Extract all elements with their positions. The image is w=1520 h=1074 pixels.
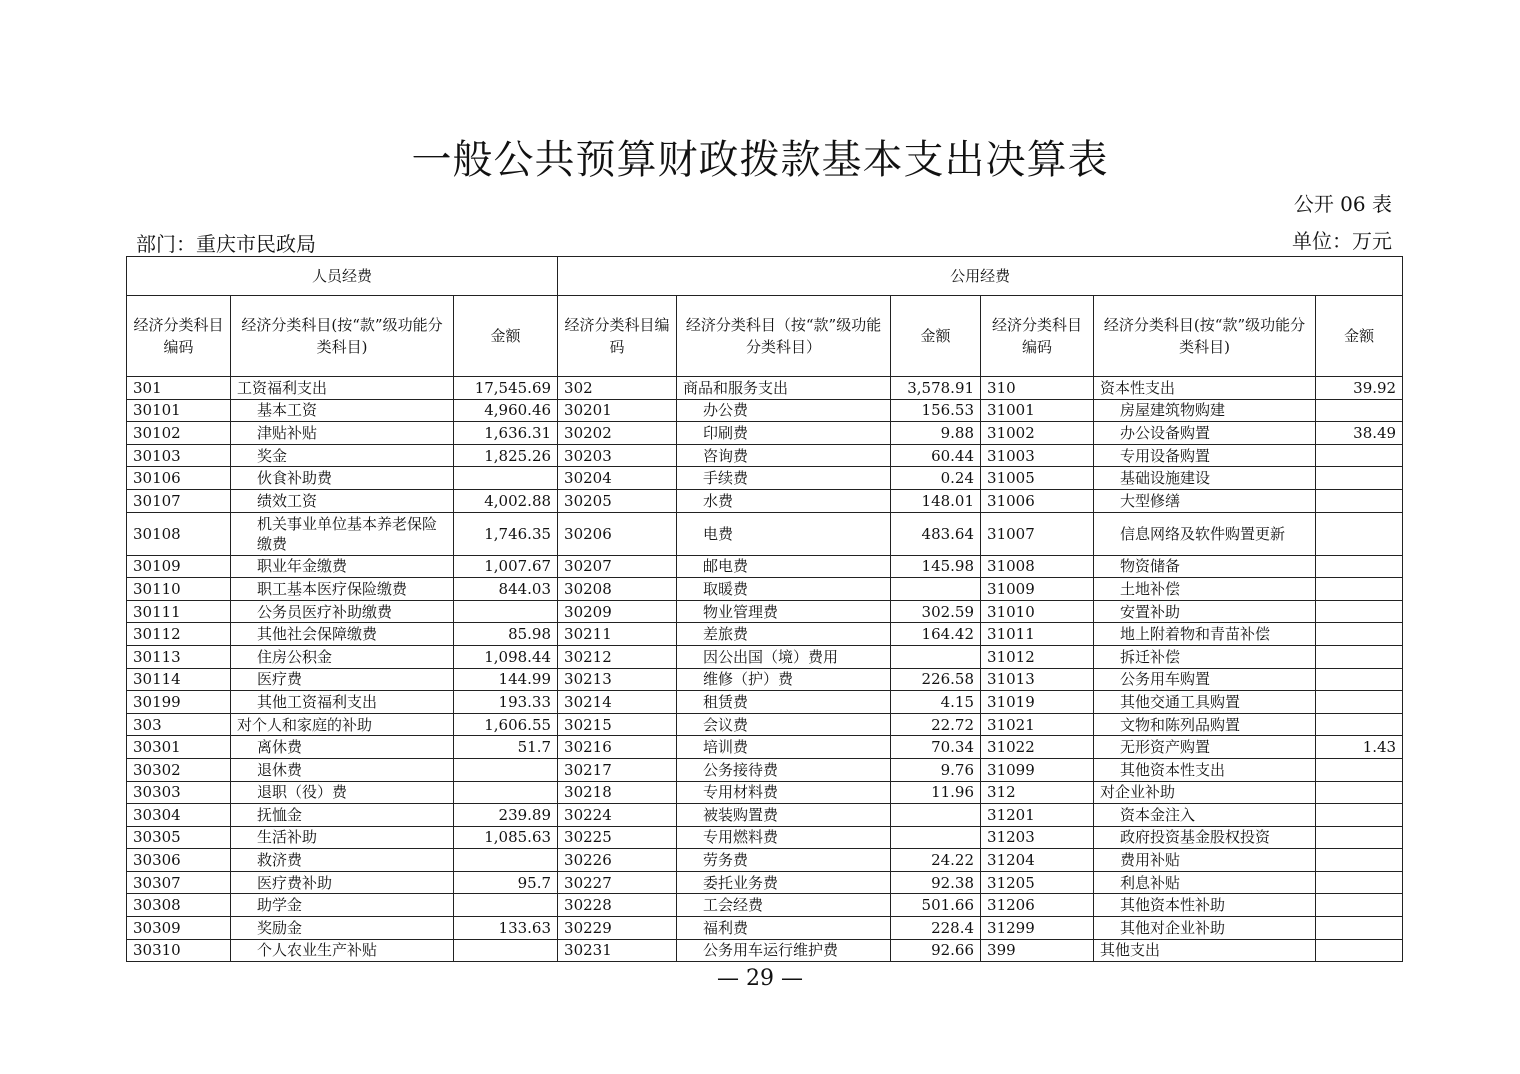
cell-code: 30231 bbox=[558, 939, 677, 962]
cell-name: 水费 bbox=[677, 489, 891, 512]
table-row bbox=[127, 623, 1403, 646]
cell-code: 31206 bbox=[981, 894, 1094, 917]
cell-code: 31204 bbox=[981, 849, 1094, 872]
cell-code: 30225 bbox=[558, 826, 677, 849]
cell-code: 30107 bbox=[127, 489, 231, 512]
cell-code: 31203 bbox=[981, 826, 1094, 849]
cell-code: 31201 bbox=[981, 804, 1094, 827]
cell-amount: 228.4 bbox=[891, 917, 981, 940]
cell-amount: 11.96 bbox=[891, 781, 981, 804]
cell-name: 因公出国（境）费用 bbox=[677, 645, 891, 668]
cell-amount: 193.33 bbox=[454, 691, 558, 714]
cell-name: 大型修缮 bbox=[1094, 489, 1316, 512]
cell-amount bbox=[1316, 399, 1403, 422]
col-header-code: 经济分类科目编码 bbox=[127, 296, 231, 377]
cell-code: 30306 bbox=[127, 849, 231, 872]
cell-amount: 4,002.88 bbox=[454, 489, 558, 512]
cell-code: 30110 bbox=[127, 578, 231, 601]
cell-amount bbox=[1316, 467, 1403, 490]
cell-code: 30113 bbox=[127, 645, 231, 668]
cell-code: 30229 bbox=[558, 917, 677, 940]
cell-amount bbox=[1316, 758, 1403, 781]
table-row bbox=[127, 826, 1403, 849]
cell-name: 伙食补助费 bbox=[231, 467, 454, 490]
cell-code: 31001 bbox=[981, 399, 1094, 422]
table-row bbox=[127, 691, 1403, 714]
cell-name: 咨询费 bbox=[677, 444, 891, 467]
cell-code: 31021 bbox=[981, 713, 1094, 736]
cell-name: 租赁费 bbox=[677, 691, 891, 714]
cell-name: 电费 bbox=[677, 512, 891, 555]
cell-name: 其他社会保障缴费 bbox=[231, 623, 454, 646]
cell-code: 30112 bbox=[127, 623, 231, 646]
cell-amount bbox=[1316, 804, 1403, 827]
cell-amount bbox=[454, 939, 558, 962]
cell-name: 对企业补助 bbox=[1094, 781, 1316, 804]
cell-name: 其他资本性支出 bbox=[1094, 758, 1316, 781]
page-number: — 29 — bbox=[717, 966, 803, 991]
cell-name: 专用燃料费 bbox=[677, 826, 891, 849]
cell-name: 其他支出 bbox=[1094, 939, 1316, 962]
cell-code: 31012 bbox=[981, 645, 1094, 668]
cell-amount: 1,085.63 bbox=[454, 826, 558, 849]
cell-code: 30111 bbox=[127, 600, 231, 623]
cell-code: 30207 bbox=[558, 555, 677, 578]
cell-code: 31010 bbox=[981, 600, 1094, 623]
cell-name: 其他对企业补助 bbox=[1094, 917, 1316, 940]
cell-code: 31009 bbox=[981, 578, 1094, 601]
table-row bbox=[127, 512, 1403, 555]
cell-amount: 164.42 bbox=[891, 623, 981, 646]
col-header-amount: 金额 bbox=[1316, 296, 1403, 377]
public-group-header: 公用经费 bbox=[558, 257, 1403, 296]
cell-amount bbox=[1316, 871, 1403, 894]
table-row bbox=[127, 489, 1403, 512]
cell-amount bbox=[1316, 826, 1403, 849]
cell-code: 30226 bbox=[558, 849, 677, 872]
cell-name: 培训费 bbox=[677, 736, 891, 759]
cell-amount bbox=[1316, 600, 1403, 623]
cell-name: 办公设备购置 bbox=[1094, 422, 1316, 445]
table-row bbox=[127, 871, 1403, 894]
cell-name: 职工基本医疗保险缴费 bbox=[231, 578, 454, 601]
cell-amount: 95.7 bbox=[454, 871, 558, 894]
cell-amount bbox=[1316, 444, 1403, 467]
cell-name: 政府投资基金股权投资 bbox=[1094, 826, 1316, 849]
cell-name: 基本工资 bbox=[231, 399, 454, 422]
cell-name: 文物和陈列品购置 bbox=[1094, 713, 1316, 736]
cell-name: 土地补偿 bbox=[1094, 578, 1316, 601]
table-row bbox=[127, 467, 1403, 490]
cell-amount bbox=[454, 781, 558, 804]
cell-code: 31002 bbox=[981, 422, 1094, 445]
cell-name: 取暖费 bbox=[677, 578, 891, 601]
cell-amount: 1.43 bbox=[1316, 736, 1403, 759]
cell-name: 住房公积金 bbox=[231, 645, 454, 668]
cell-code: 30199 bbox=[127, 691, 231, 714]
cell-name: 离休费 bbox=[231, 736, 454, 759]
cell-code: 30215 bbox=[558, 713, 677, 736]
cell-amount bbox=[1316, 939, 1403, 962]
cell-name: 利息补贴 bbox=[1094, 871, 1316, 894]
cell-amount bbox=[454, 758, 558, 781]
cell-amount bbox=[1316, 645, 1403, 668]
cell-code: 30114 bbox=[127, 668, 231, 691]
cell-name: 商品和服务支出 bbox=[677, 377, 891, 400]
cell-amount bbox=[1316, 713, 1403, 736]
cell-code: 30205 bbox=[558, 489, 677, 512]
cell-amount: 226.58 bbox=[891, 668, 981, 691]
cell-code: 31008 bbox=[981, 555, 1094, 578]
cell-name: 资本性支出 bbox=[1094, 377, 1316, 400]
cell-name: 机关事业单位基本养老保险缴费 bbox=[231, 512, 454, 555]
table-row bbox=[127, 781, 1403, 804]
cell-name: 印刷费 bbox=[677, 422, 891, 445]
cell-amount: 24.22 bbox=[891, 849, 981, 872]
cell-amount bbox=[891, 578, 981, 601]
cell-code: 30211 bbox=[558, 623, 677, 646]
cell-code: 30307 bbox=[127, 871, 231, 894]
cell-amount: 844.03 bbox=[454, 578, 558, 601]
cell-amount: 85.98 bbox=[454, 623, 558, 646]
table-row bbox=[127, 377, 1403, 400]
cell-amount bbox=[891, 826, 981, 849]
cell-name: 绩效工资 bbox=[231, 489, 454, 512]
expenditure-table bbox=[126, 256, 1403, 962]
cell-amount: 9.76 bbox=[891, 758, 981, 781]
cell-code: 30301 bbox=[127, 736, 231, 759]
cell-name: 医疗费补助 bbox=[231, 871, 454, 894]
table-row bbox=[127, 736, 1403, 759]
cell-name: 差旅费 bbox=[677, 623, 891, 646]
table-row bbox=[127, 939, 1403, 962]
col-header-code: 经济分类科目编码 bbox=[981, 296, 1094, 377]
cell-amount: 1,606.55 bbox=[454, 713, 558, 736]
cell-code: 30202 bbox=[558, 422, 677, 445]
cell-code: 302 bbox=[558, 377, 677, 400]
table-code: 公开 06 表 bbox=[1293, 192, 1392, 216]
cell-code: 399 bbox=[981, 939, 1094, 962]
table-row bbox=[127, 422, 1403, 445]
cell-amount: 22.72 bbox=[891, 713, 981, 736]
cell-code: 30106 bbox=[127, 467, 231, 490]
cell-name: 被装购置费 bbox=[677, 804, 891, 827]
cell-name: 津贴补贴 bbox=[231, 422, 454, 445]
cell-amount: 92.66 bbox=[891, 939, 981, 962]
cell-code: 31005 bbox=[981, 467, 1094, 490]
table-row bbox=[127, 600, 1403, 623]
cell-amount: 92.38 bbox=[891, 871, 981, 894]
cell-amount bbox=[454, 849, 558, 872]
cell-name: 安置补助 bbox=[1094, 600, 1316, 623]
cell-amount: 3,578.91 bbox=[891, 377, 981, 400]
cell-code: 30213 bbox=[558, 668, 677, 691]
cell-amount bbox=[1316, 691, 1403, 714]
table-row bbox=[127, 917, 1403, 940]
cell-code: 30214 bbox=[558, 691, 677, 714]
table-row bbox=[127, 849, 1403, 872]
cell-name: 公务员医疗补助缴费 bbox=[231, 600, 454, 623]
cell-amount bbox=[454, 894, 558, 917]
cell-name: 个人农业生产补贴 bbox=[231, 939, 454, 962]
cell-name: 职业年金缴费 bbox=[231, 555, 454, 578]
cell-amount: 501.66 bbox=[891, 894, 981, 917]
cell-code: 30302 bbox=[127, 758, 231, 781]
cell-code: 30309 bbox=[127, 917, 231, 940]
table-row bbox=[127, 399, 1403, 422]
cell-amount: 38.49 bbox=[1316, 422, 1403, 445]
cell-name: 工会经费 bbox=[677, 894, 891, 917]
cell-amount bbox=[1316, 489, 1403, 512]
cell-amount bbox=[891, 804, 981, 827]
cell-amount bbox=[1316, 668, 1403, 691]
cell-amount: 70.34 bbox=[891, 736, 981, 759]
department-label: 部门：重庆市民政局 bbox=[136, 232, 316, 256]
table-row bbox=[127, 444, 1403, 467]
cell-amount: 1,825.26 bbox=[454, 444, 558, 467]
cell-code: 30209 bbox=[558, 600, 677, 623]
cell-name: 信息网络及软件购置更新 bbox=[1094, 512, 1316, 555]
cell-code: 30227 bbox=[558, 871, 677, 894]
cell-amount bbox=[1316, 623, 1403, 646]
cell-name: 退休费 bbox=[231, 758, 454, 781]
cell-name: 救济费 bbox=[231, 849, 454, 872]
cell-code: 31205 bbox=[981, 871, 1094, 894]
col-header-name: 经济分类科目（按“款”级功能分类科目） bbox=[677, 296, 891, 377]
col-header-code: 经济分类科目编码 bbox=[558, 296, 677, 377]
cell-name: 委托业务费 bbox=[677, 871, 891, 894]
cell-amount: 1,636.31 bbox=[454, 422, 558, 445]
cell-amount: 4,960.46 bbox=[454, 399, 558, 422]
cell-name: 物业管理费 bbox=[677, 600, 891, 623]
cell-name: 房屋建筑物购建 bbox=[1094, 399, 1316, 422]
table-row bbox=[127, 668, 1403, 691]
cell-code: 31007 bbox=[981, 512, 1094, 555]
personnel-group-header: 人员经费 bbox=[127, 257, 558, 296]
cell-name: 劳务费 bbox=[677, 849, 891, 872]
cell-code: 30310 bbox=[127, 939, 231, 962]
cell-code: 31003 bbox=[981, 444, 1094, 467]
cell-name: 专用设备购置 bbox=[1094, 444, 1316, 467]
table-row bbox=[127, 804, 1403, 827]
cell-code: 303 bbox=[127, 713, 231, 736]
cell-name: 其他工资福利支出 bbox=[231, 691, 454, 714]
cell-name: 资本金注入 bbox=[1094, 804, 1316, 827]
cell-code: 31019 bbox=[981, 691, 1094, 714]
cell-code: 301 bbox=[127, 377, 231, 400]
cell-name: 其他交通工具购置 bbox=[1094, 691, 1316, 714]
cell-amount: 9.88 bbox=[891, 422, 981, 445]
cell-amount: 145.98 bbox=[891, 555, 981, 578]
table-row bbox=[127, 894, 1403, 917]
cell-amount bbox=[1316, 555, 1403, 578]
cell-code: 310 bbox=[981, 377, 1094, 400]
cell-name: 地上附着物和青苗补偿 bbox=[1094, 623, 1316, 646]
cell-code: 30201 bbox=[558, 399, 677, 422]
cell-code: 30204 bbox=[558, 467, 677, 490]
cell-name: 维修（护）费 bbox=[677, 668, 891, 691]
cell-code: 30303 bbox=[127, 781, 231, 804]
cell-name: 奖励金 bbox=[231, 917, 454, 940]
table-row bbox=[127, 555, 1403, 578]
cell-name: 福利费 bbox=[677, 917, 891, 940]
cell-amount: 239.89 bbox=[454, 804, 558, 827]
cell-amount bbox=[891, 645, 981, 668]
cell-name: 专用材料费 bbox=[677, 781, 891, 804]
unit-label: 单位：万元 bbox=[1292, 229, 1392, 253]
cell-code: 30218 bbox=[558, 781, 677, 804]
cell-name: 医疗费 bbox=[231, 668, 454, 691]
cell-name: 助学金 bbox=[231, 894, 454, 917]
cell-code: 30228 bbox=[558, 894, 677, 917]
table-row bbox=[127, 713, 1403, 736]
cell-amount bbox=[1316, 917, 1403, 940]
cell-code: 31006 bbox=[981, 489, 1094, 512]
cell-code: 30212 bbox=[558, 645, 677, 668]
cell-code: 30305 bbox=[127, 826, 231, 849]
cell-amount: 148.01 bbox=[891, 489, 981, 512]
cell-amount: 483.64 bbox=[891, 512, 981, 555]
table-row bbox=[127, 645, 1403, 668]
cell-code: 31099 bbox=[981, 758, 1094, 781]
col-header-name: 经济分类科目(按“款”级功能分类科目) bbox=[1094, 296, 1316, 377]
cell-name: 对个人和家庭的补助 bbox=[231, 713, 454, 736]
cell-code: 30206 bbox=[558, 512, 677, 555]
cell-amount bbox=[1316, 849, 1403, 872]
cell-name: 基础设施建设 bbox=[1094, 467, 1316, 490]
page-title: 一般公共预算财政拨款基本支出决算表 bbox=[411, 137, 1109, 183]
cell-amount bbox=[454, 467, 558, 490]
cell-name: 无形资产购置 bbox=[1094, 736, 1316, 759]
cell-name: 手续费 bbox=[677, 467, 891, 490]
cell-amount: 302.59 bbox=[891, 600, 981, 623]
cell-name: 退职（役）费 bbox=[231, 781, 454, 804]
cell-name: 邮电费 bbox=[677, 555, 891, 578]
col-header-name: 经济分类科目(按“款”级功能分类科目) bbox=[231, 296, 454, 377]
col-header-amount: 金额 bbox=[891, 296, 981, 377]
cell-code: 30304 bbox=[127, 804, 231, 827]
cell-amount: 1,098.44 bbox=[454, 645, 558, 668]
cell-amount: 1,746.35 bbox=[454, 512, 558, 555]
cell-name: 工资福利支出 bbox=[231, 377, 454, 400]
cell-name: 公务用车运行维护费 bbox=[677, 939, 891, 962]
cell-code: 31022 bbox=[981, 736, 1094, 759]
cell-amount: 51.7 bbox=[454, 736, 558, 759]
cell-name: 公务接待费 bbox=[677, 758, 891, 781]
cell-code: 31299 bbox=[981, 917, 1094, 940]
cell-code: 30217 bbox=[558, 758, 677, 781]
cell-name: 生活补助 bbox=[231, 826, 454, 849]
cell-amount bbox=[454, 600, 558, 623]
cell-name: 奖金 bbox=[231, 444, 454, 467]
cell-amount bbox=[1316, 512, 1403, 555]
cell-name: 公务用车购置 bbox=[1094, 668, 1316, 691]
cell-code: 30108 bbox=[127, 512, 231, 555]
cell-name: 办公费 bbox=[677, 399, 891, 422]
cell-code: 31011 bbox=[981, 623, 1094, 646]
cell-amount: 156.53 bbox=[891, 399, 981, 422]
cell-amount: 0.24 bbox=[891, 467, 981, 490]
cell-name: 其他资本性补助 bbox=[1094, 894, 1316, 917]
cell-amount bbox=[1316, 781, 1403, 804]
table-row bbox=[127, 578, 1403, 601]
cell-amount: 39.92 bbox=[1316, 377, 1403, 400]
cell-code: 31013 bbox=[981, 668, 1094, 691]
cell-code: 30101 bbox=[127, 399, 231, 422]
cell-amount: 60.44 bbox=[891, 444, 981, 467]
cell-code: 30216 bbox=[558, 736, 677, 759]
cell-code: 30224 bbox=[558, 804, 677, 827]
table-row bbox=[127, 758, 1403, 781]
cell-code: 30109 bbox=[127, 555, 231, 578]
cell-name: 费用补贴 bbox=[1094, 849, 1316, 872]
cell-code: 312 bbox=[981, 781, 1094, 804]
cell-code: 30308 bbox=[127, 894, 231, 917]
cell-name: 会议费 bbox=[677, 713, 891, 736]
cell-amount bbox=[1316, 894, 1403, 917]
cell-code: 30208 bbox=[558, 578, 677, 601]
cell-amount bbox=[1316, 578, 1403, 601]
cell-code: 30102 bbox=[127, 422, 231, 445]
cell-amount: 1,007.67 bbox=[454, 555, 558, 578]
cell-code: 30203 bbox=[558, 444, 677, 467]
cell-code: 30103 bbox=[127, 444, 231, 467]
cell-amount: 133.63 bbox=[454, 917, 558, 940]
table-body bbox=[127, 377, 1403, 962]
cell-amount: 144.99 bbox=[454, 668, 558, 691]
cell-name: 抚恤金 bbox=[231, 804, 454, 827]
cell-amount: 17,545.69 bbox=[454, 377, 558, 400]
cell-name: 物资储备 bbox=[1094, 555, 1316, 578]
cell-amount: 4.15 bbox=[891, 691, 981, 714]
col-header-amount: 金额 bbox=[454, 296, 558, 377]
cell-name: 拆迁补偿 bbox=[1094, 645, 1316, 668]
